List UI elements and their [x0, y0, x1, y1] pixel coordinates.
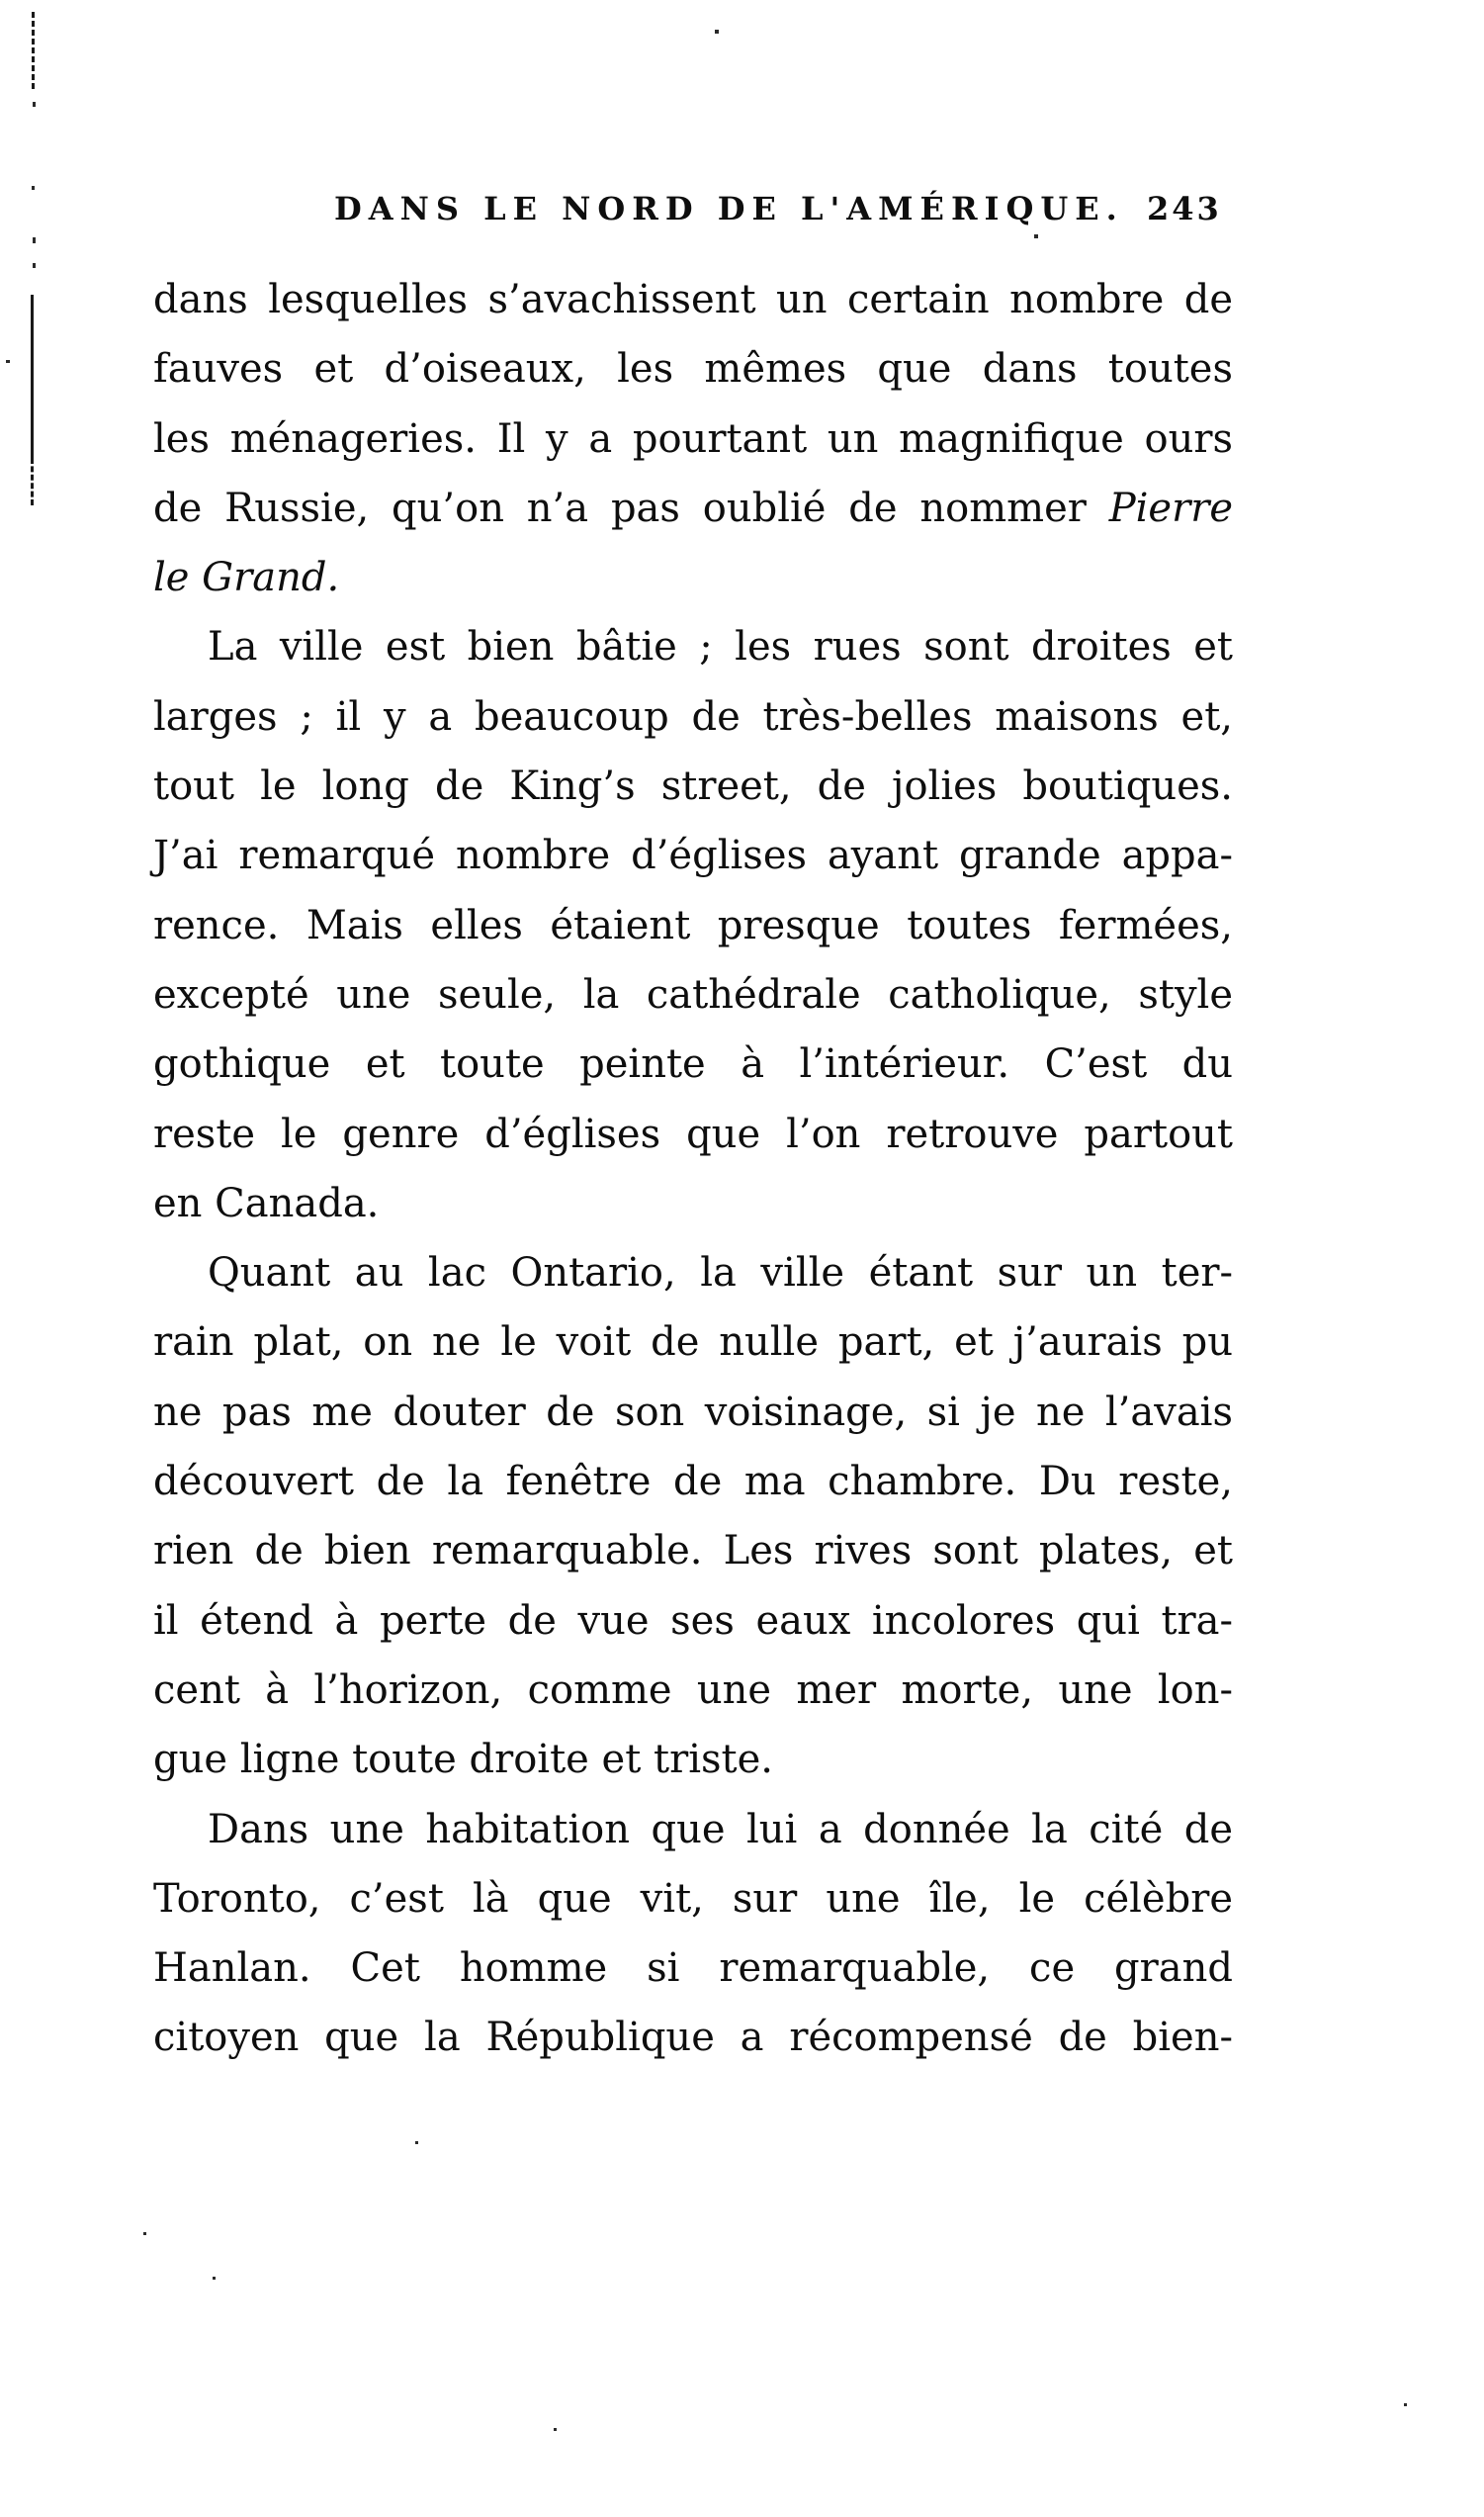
line-text: Quant au lac Ontario, la ville étant sur un ter-: [208, 1250, 1233, 1297]
line-text: gothique et toute peinte à l’intérieur. C’est du: [153, 1041, 1233, 1088]
text-line: [153, 1516, 1233, 1585]
text-line: [153, 1795, 1233, 1864]
line-text: Dans une habitation que lui a donnée la cité de: [208, 1806, 1233, 1852]
line-text: ne pas me douter de son voisinage, si je ne l’avais: [153, 1389, 1233, 1435]
line-text: Toronto, c’est là que vit, sur une île, le célèbre: [153, 1875, 1233, 1922]
line-text: larges ; il y a beaucoup de très-belles maisons et,: [153, 693, 1233, 740]
running-header-title: DANS LE NORD DE L'AMÉRIQUE.: [334, 190, 1124, 227]
scan-speck: [213, 2277, 216, 2280]
scan-speck: [1034, 234, 1038, 238]
line-text: citoyen que la République a récompensé de bien-: [153, 2015, 1233, 2061]
text-line: [153, 1378, 1233, 1447]
text-line: [153, 960, 1233, 1030]
line-text: en Canada.: [153, 1180, 380, 1226]
line-text: fauves et d’oiseaux, les mêmes que dans toutes: [153, 346, 1233, 393]
line-text: J’ai remarqué nombre d’églises ayant grande appa-: [153, 833, 1233, 879]
text-line: [153, 1864, 1233, 1933]
text-line: [153, 543, 1233, 612]
text-line: [153, 891, 1233, 960]
scan-speck: [715, 30, 719, 34]
text-line: [153, 821, 1233, 890]
text-line: [153, 1656, 1233, 1725]
text-line: [153, 1030, 1233, 1099]
text-line: [153, 1169, 1233, 1238]
line-text: cent à l’horizon, comme une mer morte, une lon-: [153, 1666, 1233, 1713]
text-line: [153, 1933, 1233, 2003]
scan-speck: [143, 2232, 146, 2235]
scan-speck: [1404, 2403, 1407, 2406]
scan-artifact-dash-top: [32, 12, 35, 89]
text-line: [153, 1725, 1233, 1794]
text-line: [153, 682, 1233, 752]
line-text: de Russie, qu’on n’a pas oublié de nommer: [153, 485, 1109, 531]
line-text: reste le genre d’églises que l’on retrouve partout: [153, 1111, 1233, 1157]
line-text: Hanlan. Cet homme si remarquable, ce grand: [153, 1945, 1233, 1992]
text-line: [153, 265, 1233, 334]
text-line: [153, 474, 1233, 543]
line-text: La ville est bien bâtie ; les rues sont droites et: [208, 624, 1233, 671]
scan-speck: [415, 2141, 418, 2144]
line-text: rien de bien remarquable. Les rives sont plates, et: [153, 1528, 1233, 1574]
line-text: découvert de la fenêtre de ma chambre. Du reste,: [153, 1459, 1233, 1505]
scan-speck: [6, 360, 10, 363]
text-line: [153, 612, 1233, 681]
line-italic-text: le Grand.: [153, 555, 340, 601]
scan-speck: [554, 2428, 557, 2431]
line-text: les ménageries. Il y a pourtant un magnifique ours: [153, 415, 1233, 462]
scan-speck: [32, 186, 35, 190]
scan-speck: [33, 237, 36, 243]
scan-speck: [33, 263, 36, 268]
text-line: [153, 1100, 1233, 1169]
scan-artifact-line-mid: [31, 295, 34, 458]
text-line: [153, 1447, 1233, 1516]
text-line: [153, 1307, 1233, 1377]
line-italic-text: Pierre: [1108, 485, 1233, 531]
text-line: [153, 752, 1233, 821]
scan-artifact-dash-mid: [31, 458, 34, 505]
text-line: [153, 334, 1233, 404]
line-text: excepté une seule, la cathédrale catholique, style: [153, 971, 1233, 1018]
scan-speck: [33, 102, 36, 107]
line-text: rence. Mais elles étaient presque toutes fermées,: [153, 902, 1233, 948]
line-text: tout le long de King’s street, de jolies boutiques.: [153, 764, 1233, 810]
line-text: gue ligne toute droite et triste.: [153, 1737, 773, 1783]
page-number: 243: [1147, 190, 1222, 227]
text-line: [153, 1238, 1233, 1307]
line-text: il étend à perte de vue ses eaux incolores qui tra-: [153, 1597, 1233, 1644]
text-line: [153, 1586, 1233, 1656]
line-text: rain plat, on ne le voit de nulle part, et j’aurais pu: [153, 1319, 1233, 1366]
text-line: [153, 2003, 1233, 2072]
body-text-block: [153, 265, 1233, 2073]
text-line: [153, 405, 1233, 474]
line-text: dans lesquelles s’avachissent un certain nombre de: [153, 277, 1233, 322]
